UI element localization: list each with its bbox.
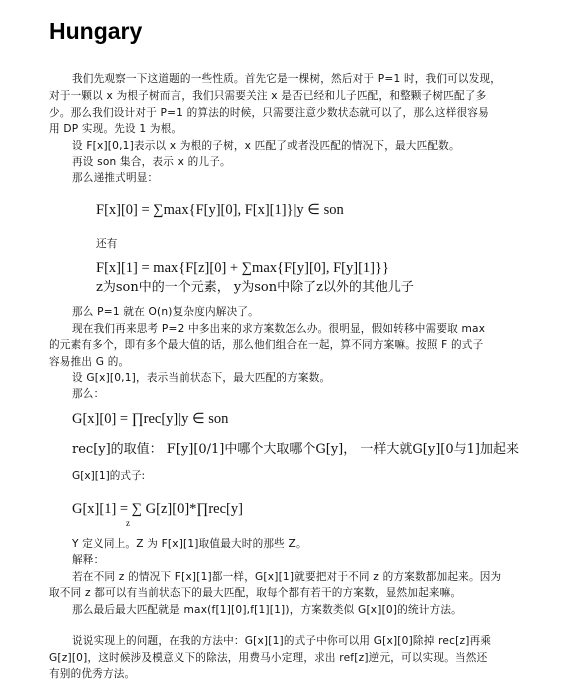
para2-line-2: 现在我们再来思考 P=2 中多出来的求方案数怎么办。很明显，假如转移中需要取 max xyxy=(72,323,486,335)
formula-f1: F[x][1] = max{F[z][0] + ∑max{F[y][0], F[y][1]}} xyxy=(96,260,389,276)
para3-line-1: Y 定义同上。Z 为 F[x][1]取值最大时的那些 Z。 xyxy=(72,538,307,550)
para2-line-1: 那么 P=1 就在 O(n)复杂度内解决了。 xyxy=(72,306,259,318)
para1-line-5: 设 F[x][0,1]表示以 x 为根的子树，x 匹配了或者没匹配的情况下，最大匹配数。 xyxy=(72,140,460,152)
para2-line-6: 那么： xyxy=(72,388,105,400)
formula-f1-note: z为son中的一个元素， y为son中除了z以外的其他儿子 xyxy=(96,280,414,295)
para1-line-3: 少。那么我们设计对于 P=1 的算法的时候，只需要注意少数状态就可以了，那么这样很容易 xyxy=(49,107,489,119)
formula-g1-sum-subscript: z xyxy=(126,518,130,528)
para4-line-3: 有别的优秀方法。 xyxy=(49,668,136,680)
para3-line-4: 取不同 z 都可以有当前状态下的最大匹配，取每个都有若干的方案数，显然加起来嘛。 xyxy=(49,587,462,599)
page-title: Hungary xyxy=(49,18,143,44)
para4-line-1: 说说实现上的问题，在我的方法中：G[x][1]的式子中你可以用 G[x][0]除掉 rec[z]再乘 xyxy=(72,635,492,647)
para1-line-4: 用 DP 实现。先设 1 为根。 xyxy=(49,123,183,135)
para1-line-7: 那么递推式明显： xyxy=(72,172,159,184)
para1-line-1: 我们先观察一下这道题的一些性质。首先它是一棵树，然后对于 P=1 时，我们可以发现， xyxy=(72,73,502,85)
formula-g1: G[x][1] = ∑ G[z][0]*∏rec[y] xyxy=(72,501,243,517)
para3-line-2: 解释： xyxy=(72,554,105,566)
rec-definition: rec[y]的取值： F[y][0/1]中哪个大取哪个G[y]， 一样大就G[y][0与1]加起来 xyxy=(72,442,519,457)
also-label: 还有 xyxy=(96,238,118,250)
para1-line-2: 对于一颗以 x 为根子树而言，我们只需要关注 x 是否已经和儿子匹配，和整颗子树匹配了多 xyxy=(49,90,487,102)
g1-label: G[x][1]的式子: xyxy=(72,470,146,482)
para4-line-2: G[z][0]，这时候涉及模意义下的除法，用费马小定理，求出 ref[z]逆元，可以实现。当然还 xyxy=(49,652,488,664)
para2-line-3: 的元素有多个，即有多个最大值的话，那么他们组合在一起，算不同方案嘛。按照 F 的式子 xyxy=(49,339,484,351)
para2-line-5: 设 G[x][0,1]，表示当前状态下，最大匹配的方案数。 xyxy=(72,372,331,384)
para1-line-6: 再设 son 集合，表示 x 的儿子。 xyxy=(72,156,231,168)
para3-line-3: 若在不同 z 的情况下 F[x][1]都一样，G[x][1]就要把对于不同 z 的方案数都加起来。因为 xyxy=(72,571,502,583)
formula-g0: G[x][0] = ∏rec[y]|y ∈ son xyxy=(72,411,229,427)
para2-line-4: 容易推出 G 的。 xyxy=(49,356,130,368)
formula-f0: F[x][0] = ∑max{F[y][0], F[x][1]}|y ∈ son xyxy=(96,202,344,218)
para3-line-5: 那么最后最大匹配就是 max(f[1][0],f[1][1])，方案数类似 G[x][0]的统计方法。 xyxy=(72,604,462,616)
